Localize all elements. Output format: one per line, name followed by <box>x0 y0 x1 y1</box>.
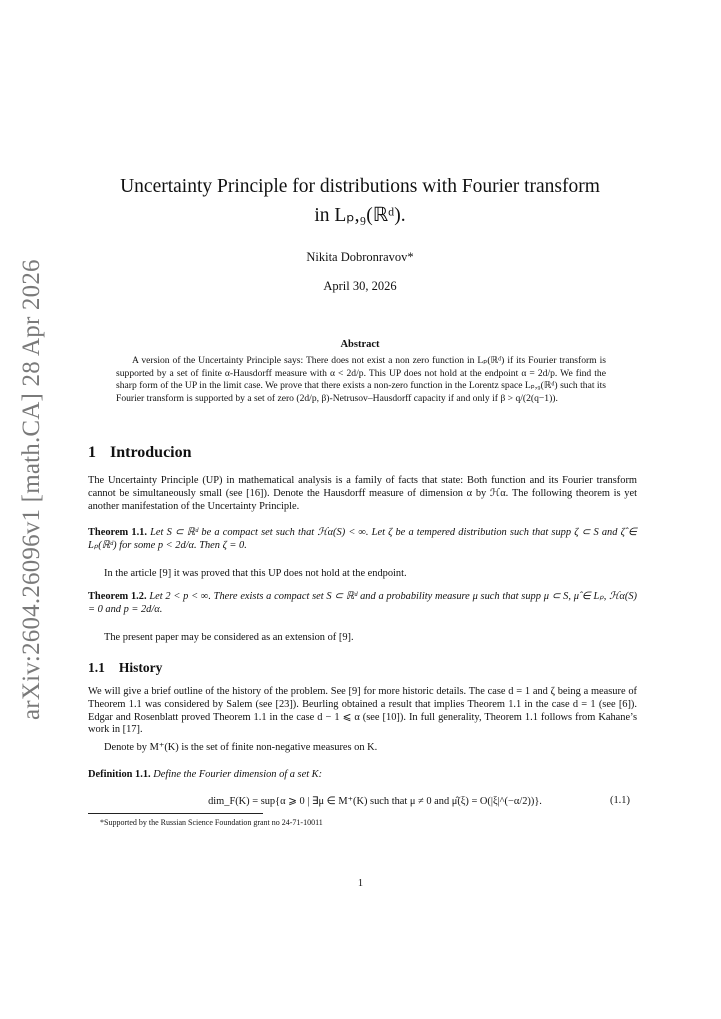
history-paragraph: We will give a brief outline of the history of the problem. See [9] for more historic details. The case d = 1 and ζ being a measure of Theorem 1.1 was considered by Salem (see [23]). Beurling obtained a result that implies Theorem 1.1 in the case d = 1 (see [6]). Edgar and Rosenblatt proved Theorem 1.1 in the case d − 1 ⩽ α (see [10]). In full generality, Theorem 1.1 follows from Kahane’s work in [17]. <box>88 686 637 736</box>
theorem-statement: Let S ⊂ ℝᵈ be a compact set such that ℋα(S) < ∞. Let ζ be a tempered distribution such that supp ζ ⊂ S and ζ̂ ∈ Lₚ(ℝᵈ) for some p < 2d/α. Then ζ = 0. <box>88 527 637 551</box>
abstract-text: A version of the Uncertainty Principle says: There does not exist a non zero function in Lₚ(ℝᵈ) if its Fourier transform is supported by a set of finite α-Hausdorff measure with α < 2d/p. This UP does not hold at the endpoint α = 2d/p. We find the sharp form of the UP in the limit case. We prove that there exists a non-zero function in the Lorentz space Lₚ,₉(ℝᵈ) such that its Fourier transform is supported by a set of zero (2d/p, β)-Netrusov–Hausdorff capacity if and only if β > q/(2(q−1)). <box>116 355 606 404</box>
section-1-heading <box>88 444 192 462</box>
theorem-1-2 <box>88 591 637 617</box>
date: April 30, 2026 <box>323 279 397 293</box>
footnote-rule <box>88 813 263 814</box>
paragraph-extension: The present paper may be considered as an extension of [9]. <box>104 632 354 643</box>
equation-1-1: dim_F(K) = sup{α ⩾ 0 | ∃μ ∈ M⁺(K) such that μ ≠ 0 and μ̂(ξ) = O(|ξ|^(−α/2))}. <box>208 796 542 807</box>
title-line-2: in Lₚ,₉(ℝᵈ). <box>314 205 406 226</box>
section-number: 1.1 <box>88 660 105 675</box>
theorem-statement: Let 2 < p < ∞. There exists a compact set S ⊂ ℝᵈ and a probability measure μ such that supp μ ⊂ S, μ̂ ∈ Lₚ, ℋα(S) = 0 and p = 2d/α. <box>88 591 637 615</box>
page-number: 1 <box>357 878 364 889</box>
measures-paragraph: Denote by M⁺(K) is the set of finite non-negative measures on K. <box>104 742 378 753</box>
title-line-1: Uncertainty Principle for distributions with Fourier transform <box>120 176 600 197</box>
footnote: *Supported by the Russian Science Foundation grant no 24-71-10011 <box>100 818 323 827</box>
section-title: History <box>118 660 163 675</box>
definition-1-1 <box>88 769 637 782</box>
definition-label: Definition 1.1. <box>88 769 151 780</box>
section-1-1-heading <box>88 660 162 676</box>
theorem-label: Theorem 1.2. <box>88 591 147 602</box>
paragraph-endpoint: In the article [9] it was proved that this UP does not hold at the endpoint. <box>104 568 407 579</box>
section-number: 1 <box>88 444 96 461</box>
arxiv-identifier: arXiv:2604.26096v1 [math.CA] 28 Apr 2026 <box>18 259 45 720</box>
equation-number: (1.1) <box>610 795 630 806</box>
definition-statement: Define the Fourier dimension of a set K: <box>153 769 323 780</box>
theorem-label: Theorem 1.1. <box>88 527 147 538</box>
author: Nikita Dobronravov* <box>306 250 414 264</box>
theorem-1-1 <box>88 527 637 553</box>
intro-paragraph: The Uncertainty Principle (UP) in mathematical analysis is a family of facts that state: Both function and its Fourier transform cannot be simultaneously small (see [16]). Denote the Hausdorff measure of dimension α by ℋα. The following theorem is yet another manifestation of the Uncertainty Principle. <box>88 475 637 512</box>
abstract-heading: Abstract <box>340 339 380 350</box>
paper-title <box>70 172 650 230</box>
section-title: Introducion <box>110 444 192 461</box>
